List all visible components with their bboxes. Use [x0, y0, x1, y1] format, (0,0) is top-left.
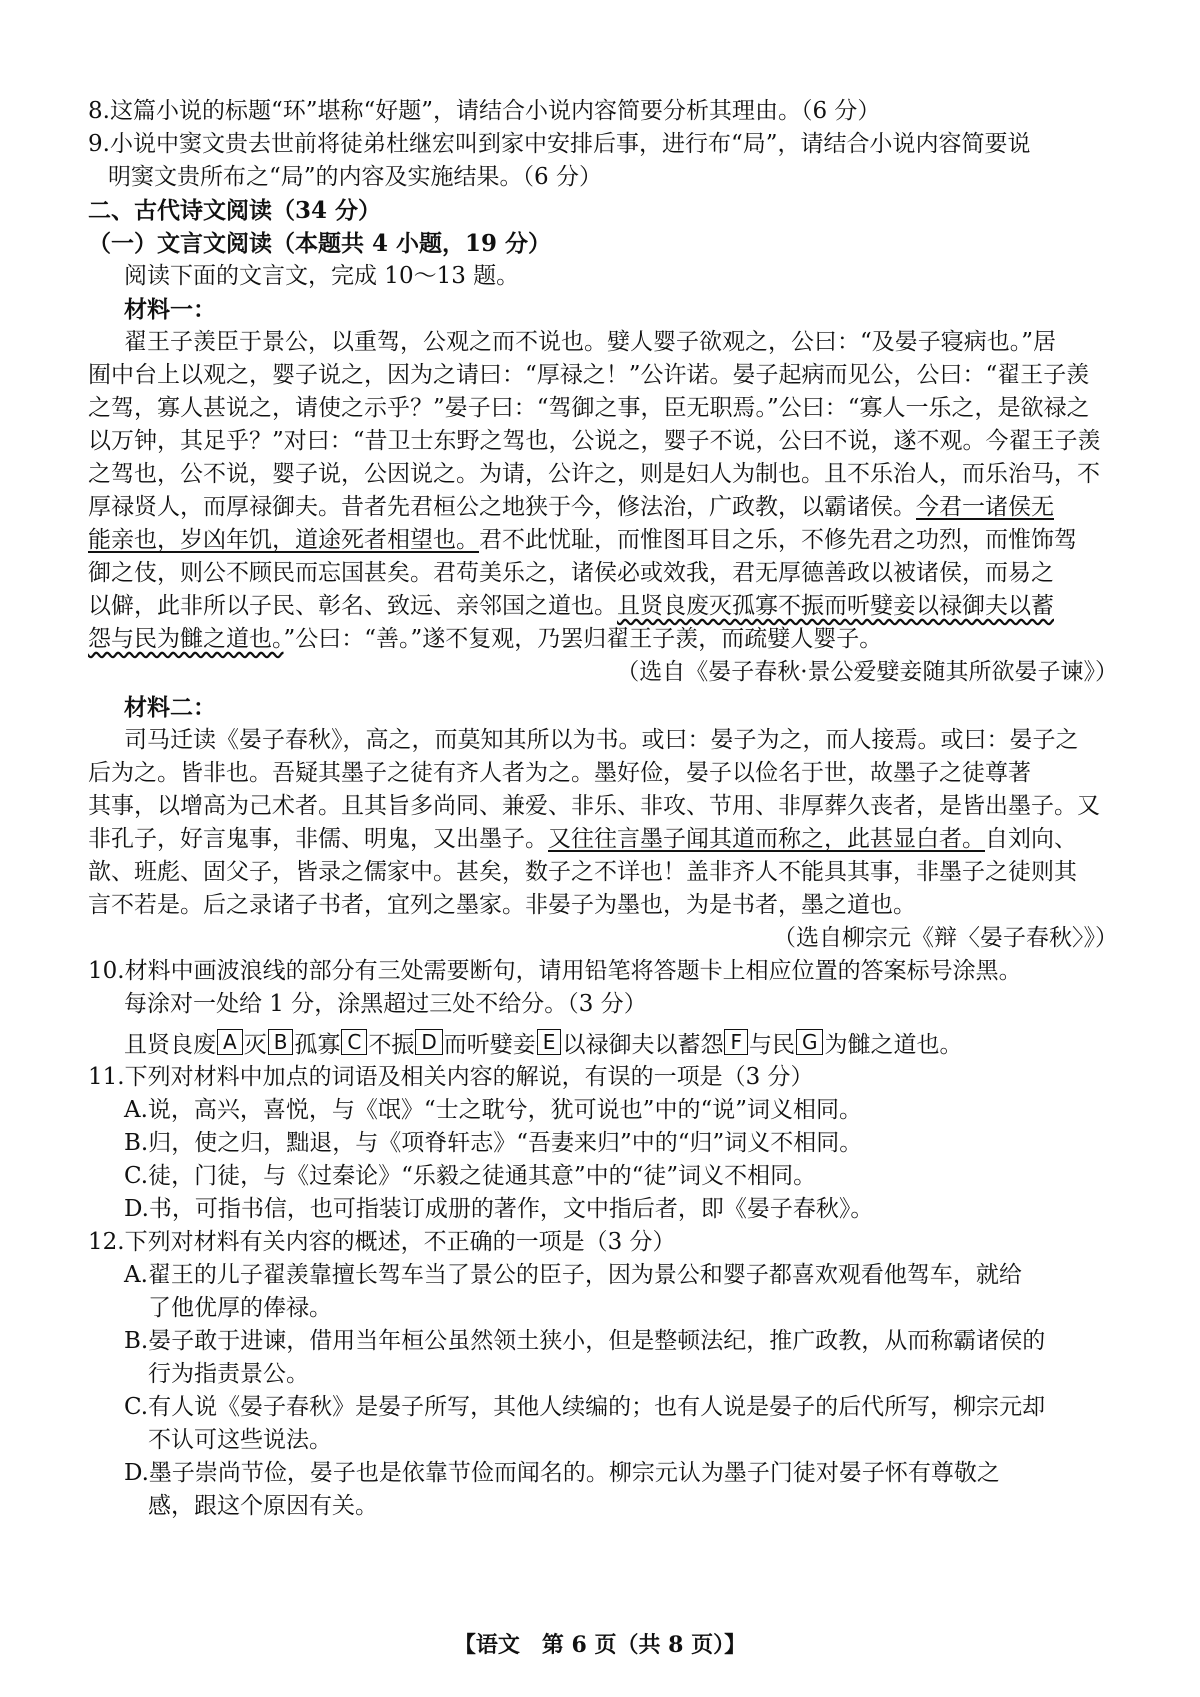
wavy-underlined-sentence: 且贤良废灭孤寡不振而听嬖妾以禄御夫以蓄 — [617, 593, 1054, 619]
answer-box-a[interactable]: A — [217, 1029, 243, 1055]
question-9-line2: 明窦文贵所布之“局”的内容及实施结果。（6 分） — [108, 164, 602, 190]
material-2-line: 后为之。皆非也。吾疑其墨子之徒有齐人者为之。墨好俭，晏子以俭名于世，故墨子之徒尊著 — [88, 760, 1031, 786]
material-2-line — [88, 823, 1118, 856]
underlined-sentence: 又往往言墨子闻其道而称之，此甚显白者。 — [548, 826, 985, 852]
material-1-title: 材料一： — [124, 296, 216, 323]
plain-text: 君不此忧耻，而惟图耳目之乐，不修先君之功烈，而惟饰驾 — [479, 527, 1077, 553]
question-10-answer-row — [88, 1023, 1118, 1061]
underlined-sentence: 能亲也，岁凶年饥，道途死者相望也。 — [88, 527, 479, 553]
reading-instruction: 阅读下面的文言文，完成 10～13 题。 — [124, 263, 520, 289]
material-1-line: 翟王子羡臣于景公，以重驾，公观之而不说也。嬖人婴子欲观之，公曰：“及晏子寝病也。”居 — [124, 329, 1057, 355]
material-1-line — [88, 491, 1118, 524]
material-1-line: 御之伎，则公不顾民而忘国甚矣。君苟美乐之，诸侯必或效我，君无厚德善政以被诸侯，而易之 — [88, 560, 1054, 586]
material-2-line: 其事，以增高为己术者。且其旨多尚同、兼爱、非乐、非攻、节用、非厚葬久丧者，是皆出墨子。又 — [88, 793, 1100, 819]
material-1-line: 之驾也，公不说，婴子说，公因说之。为请，公许之，则是妇人为制也。且不乐治人，而乐治马，不 — [88, 461, 1100, 487]
question-11-option-d: D.书，可指书信，也可指装订成册的著作，文中指后者，即《晏子春秋》。 — [124, 1196, 874, 1222]
segment-text: 灭 — [243, 1031, 267, 1058]
material-1-source: （选自《晏子春秋·景公爱嬖妾随其所欲晏子谏》） — [616, 659, 1118, 685]
material-1-line: 囿中台上以观之，婴子说之，因为之请曰：“厚禄之！”公许诺。晏子起病而见公，公曰：“翟王子羡 — [88, 362, 1090, 388]
wavy-underlined-sentence: 怨与民为雠之道也。 — [88, 626, 284, 652]
answer-box-c[interactable]: C — [341, 1029, 367, 1055]
material-2-title: 材料二： — [124, 694, 216, 721]
segment-text: 不振 — [368, 1031, 415, 1058]
plain-text: 厚禄贤人，而厚禄御夫。昔者先君桓公之地狭于今，修法治，广政教，以霸诸侯。 — [88, 494, 916, 520]
plain-text: 非孔子，好言鬼事，非儒、明鬼，又出墨子。 — [88, 826, 548, 852]
segment-text: 与民 — [748, 1031, 795, 1058]
question-11: 11.下列对材料中加点的词语及相关内容的解说，有误的一项是（3 分） — [88, 1064, 814, 1090]
question-12-option-d-cont: 感，跟这个原因有关。 — [148, 1493, 378, 1519]
question-12-option-b: B.晏子敢于进谏，借用当年桓公虽然领土狭小，但是整顿法纪，推广政教，从而称霸诸侯的 — [124, 1328, 1046, 1354]
question-10-line2: 每涂对一处给 1 分，涂黑超过三处不给分。（3 分） — [124, 991, 647, 1017]
material-2-line: 言不若是。后之录诸子书者，宜列之墨家。非晏子为墨也，为是书者，墨之道也。 — [88, 892, 916, 918]
page-footer: 【语文 第 6 页（共 8 页）】 — [453, 1632, 747, 1658]
question-11-option-a: A.说，高兴，喜悦，与《氓》“士之耽兮，犹可说也”中的“说”词义相同。 — [124, 1097, 862, 1123]
question-12: 12.下列对材料有关内容的概述，不正确的一项是（3 分） — [88, 1229, 676, 1255]
answer-box-e[interactable]: E — [537, 1029, 562, 1055]
question-12-option-a-cont: 了他优厚的俸禄。 — [148, 1295, 332, 1321]
plain-text: ”公曰：“善。”遂不复观，乃罢归翟王子羡，而疏嬖人婴子。 — [283, 626, 883, 652]
question-12-option-c: C.有人说《晏子春秋》是晏子所写，其他人续编的；也有人说是晏子的后代所写，柳宗元却 — [124, 1394, 1046, 1420]
question-11-option-c: C.徒，门徒，与《过秦论》“乐毅之徒通其意”中的“徒”词义不相同。 — [124, 1163, 817, 1189]
material-2-line: 司马迁读《晏子春秋》，高之，而莫知其所以为书。或曰：晏子为之，而人接焉。或曰：晏子之 — [124, 727, 1079, 753]
question-12-option-d: D.墨子崇尚节俭，晏子也是依靠节俭而闻名的。柳宗元认为墨子门徒对晏子怀有尊敬之 — [124, 1460, 1000, 1486]
plain-text: 以僻，此非所以子民、彰名、致远、亲邻国之道也。 — [88, 593, 617, 619]
plain-text: 自刘向、 — [985, 826, 1077, 852]
question-10-line1: 10.材料中画波浪线的部分有三处需要断句，请用铅笔将答题卡上相应位置的答案标号涂黑。 — [88, 958, 1022, 984]
material-2-source: （选自柳宗元《辩〈晏子春秋〉》） — [773, 925, 1118, 951]
answer-box-f[interactable]: F — [724, 1029, 748, 1055]
material-1-line — [88, 623, 1118, 656]
material-1-line — [88, 524, 1118, 557]
material-1-line — [88, 590, 1118, 623]
question-9-line1: 9.小说中窦文贵去世前将徒弟杜继宏叫到家中安排后事，进行布“局”，请结合小说内容简要说 — [88, 131, 1031, 157]
question-12-option-c-cont: 不认可这些说法。 — [148, 1427, 332, 1453]
material-2-line: 歆、班彪、固父子，皆录之儒家中。甚矣，数子之不详也！盖非齐人不能具其事，非墨子之徒则其 — [88, 859, 1077, 885]
segment-text: 为雠之道也。 — [824, 1031, 963, 1058]
segment-text: 孤寡 — [294, 1031, 341, 1058]
answer-box-d[interactable]: D — [415, 1029, 442, 1055]
subsection-heading: （一）文言文阅读（本题共 4 小题，19 分） — [88, 230, 552, 257]
material-1-line: 之驾，寡人甚说之，请使之示乎？”晏子曰：“驾御之事，臣无职焉。”公曰：“寡人一乐之，是欲禄之 — [88, 395, 1090, 421]
segment-text: 且贤良废 — [124, 1031, 216, 1058]
answer-box-b[interactable]: B — [268, 1029, 294, 1055]
section-heading: 二、古代诗文阅读（34 分） — [88, 197, 382, 224]
exam-page — [88, 95, 1118, 1523]
underlined-sentence: 今君一诸侯无 — [916, 494, 1054, 520]
material-1-line: 以万钟，其足乎？”对曰：“昔卫士东野之驾也，公说之，婴子不说，公曰不说，遂不观。今翟王子羡 — [88, 428, 1101, 454]
segment-text: 以禄御夫以蓄怨 — [562, 1031, 724, 1058]
question-12-option-b-cont: 行为指责景公。 — [148, 1361, 309, 1387]
question-8: 8.这篇小说的标题“环”堪称“好题”，请结合小说内容简要分析其理由。（6 分） — [88, 98, 881, 124]
question-12-option-a: A.翟王的儿子翟羡靠擅长驾车当了景公的臣子，因为景公和婴子都喜欢观看他驾车，就给 — [124, 1262, 1022, 1288]
answer-box-g[interactable]: G — [796, 1029, 824, 1055]
segment-text: 而听嬖妾 — [443, 1031, 536, 1058]
question-11-option-b: B.归，使之归，黜退，与《项脊轩志》“吾妻来归”中的“归”词义不相同。 — [124, 1130, 863, 1156]
